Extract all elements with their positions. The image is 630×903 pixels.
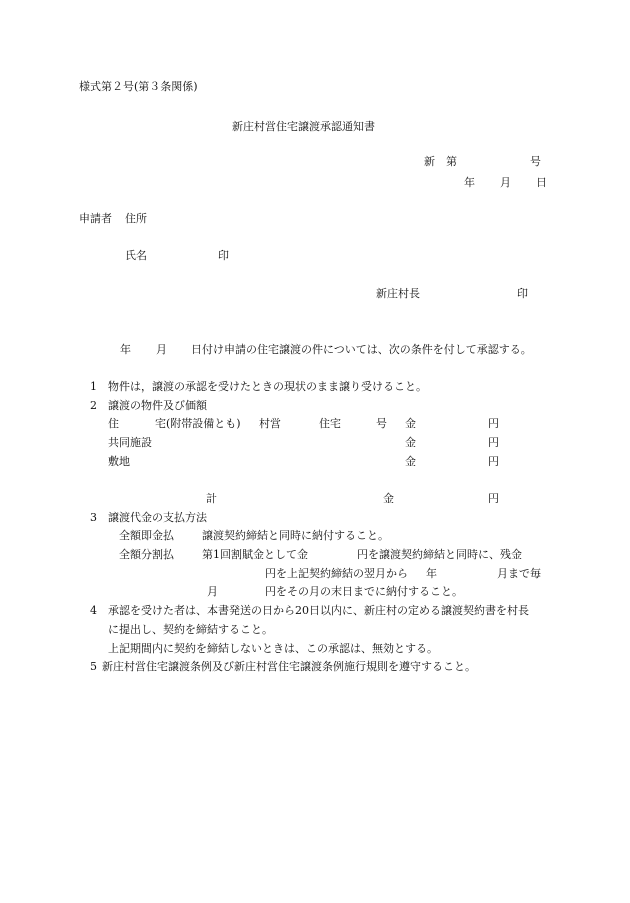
lump-label: 全額即金払 [119, 529, 174, 542]
total-en: 円 [488, 492, 499, 505]
intro-month: 月 [156, 343, 167, 356]
installment-line3-b: 円をその月の末日までに納付すること。 [265, 585, 463, 598]
address-label: 住所 [125, 212, 147, 225]
installment-line2-a: 円を上記契約締結の翌月から [265, 567, 408, 580]
item4-line2: に提出し、契約を締結すること。 [108, 623, 273, 636]
lump-text: 譲渡契約締結と同時に納付すること。 [202, 529, 389, 542]
installment-label: 全額分割払 [119, 548, 174, 561]
housing-label-b: 宅(附帯設備とも) [155, 417, 241, 430]
housing-label-a: 住 [108, 417, 119, 430]
item4-line3: 上記期間内に契約を締結しないときは、この承認は、無効とする。 [108, 642, 438, 655]
facility-en: 円 [488, 436, 499, 449]
applicant-label: 申請者 [79, 212, 112, 225]
total-label: 計 [206, 492, 217, 505]
date-month: 月 [500, 176, 511, 189]
doc-number-suffix: 号 [530, 155, 541, 168]
issuer-title: 新庄村長 [376, 287, 420, 300]
form-number: 様式第２号(第３条関係) [79, 80, 198, 93]
item2-number: 2 [90, 399, 97, 412]
item2-heading: 譲渡の物件及び価額 [108, 399, 207, 412]
item1-number: 1 [90, 380, 97, 393]
item5-text: 新庄村営住宅譲渡条例及び新庄村営住宅譲渡条例施行規則を遵守すること。 [102, 660, 476, 673]
item4-line1: 承認を受けた者は、本書発送の日から20日以内に、新庄村の定める譲渡契約書を村長 [108, 604, 529, 617]
housing-en: 円 [488, 417, 499, 430]
land-label: 敷地 [108, 455, 130, 468]
housing-jutaku: 住宅 [319, 417, 341, 430]
document-title: 新庄村営住宅譲渡承認通知書 [232, 120, 375, 133]
facility-label: 共同施設 [108, 436, 152, 449]
item1-text: 物件は，譲渡の承認を受けたときの現状のまま譲り受けること。 [108, 380, 427, 393]
issuer-seal: 印 [517, 287, 528, 300]
installment-line1-a: 第1回割賦金として金 [202, 548, 308, 561]
name-label: 氏名 [125, 249, 147, 262]
installment-line2-c: 月まで毎 [497, 567, 541, 580]
doc-number-prefix: 新 第 [424, 155, 457, 168]
facility-kin: 金 [405, 436, 416, 449]
installment-line3-a: 月 [207, 585, 218, 598]
intro-text: 日付け申請の住宅譲渡の件については、次の条件を付して承認する。 [191, 343, 532, 356]
item3-number: 3 [90, 511, 97, 524]
housing-go: 号 [376, 417, 387, 430]
intro-year: 年 [120, 343, 131, 356]
housing-village: 村営 [259, 417, 281, 430]
land-kin: 金 [405, 455, 416, 468]
item3-heading: 譲渡代金の支払方法 [108, 511, 207, 524]
installment-line1-b: 円を譲渡契約締結と同時に、残金 [357, 548, 522, 561]
item4-number: 4 [90, 604, 97, 617]
applicant-seal: 印 [218, 249, 229, 262]
date-year: 年 [464, 176, 475, 189]
total-kin: 金 [383, 492, 394, 505]
land-en: 円 [488, 455, 499, 468]
installment-line2-b: 年 [426, 567, 437, 580]
housing-kin: 金 [405, 417, 416, 430]
item5-number: 5 [90, 660, 97, 673]
date-day: 日 [536, 176, 547, 189]
